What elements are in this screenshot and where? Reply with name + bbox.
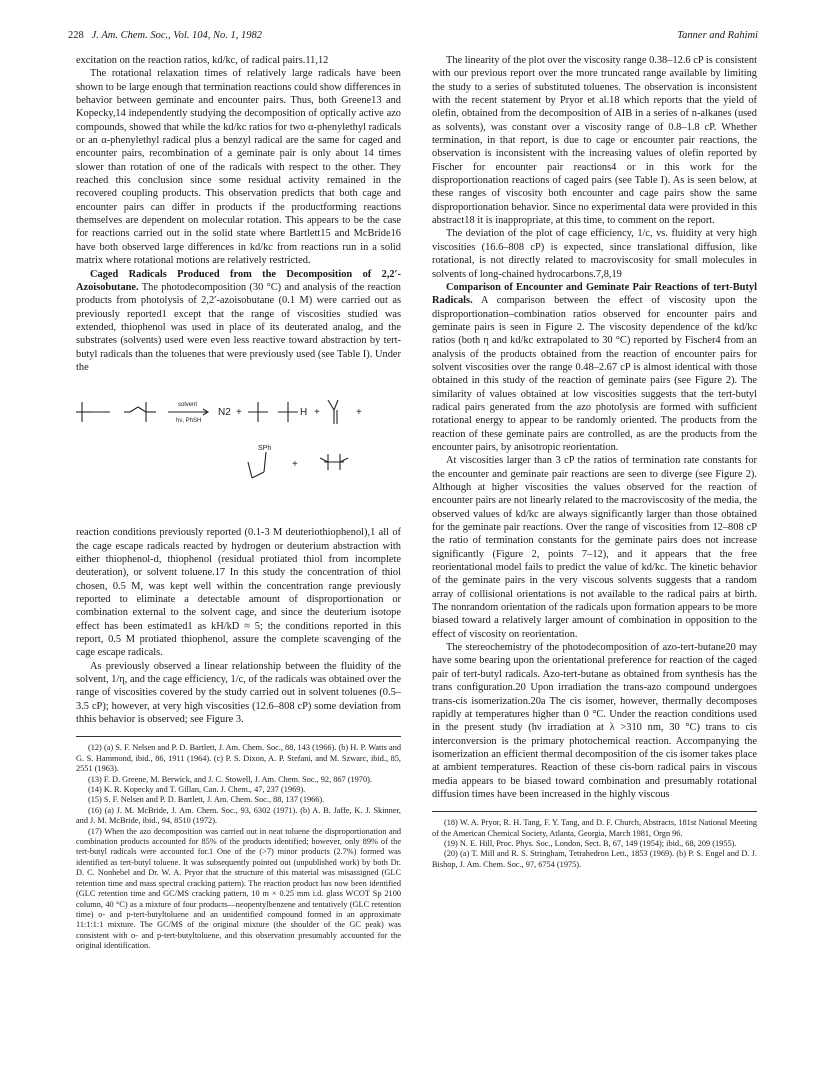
footnote: (20) (a) T. Mill and R. S. Stringham, Tetrahedron Lett., 1853 (1969). (b) P. S. Engel and D. J. Bishop, J. Am. Chem. Soc., 97, 6754 (1975).: [432, 849, 757, 869]
paragraph: [76, 268, 401, 375]
paragraph: As previously observed a linear relationship between the fluidity of the solvent, 1/η, and the cage efficiency, 1/c, of the radicals was obtained over the range of viscosities covered by the study carried out in solvent toluenes (0.5–3.5 cP); however, at very high viscosities (12.6–808 cP) some deviation from thhis behavior is observed; see Figure 3.: [76, 660, 401, 726]
footnote: (18) W. A. Pryor, R. H. Tang, F. Y. Tang, and D. F. Church, Abstracts, 181st National Meeting of the American Chemical Society, Atlanta, Georgia, March 1981, Orgn 96.: [432, 818, 757, 838]
scheme-plus: +: [292, 459, 298, 471]
running-header: [68, 28, 758, 44]
reaction-scheme-drawing: [76, 380, 401, 520]
paragraph: The rotational relaxation times of relatively large radicals have been shown to be large enough that termination reactions could show differences in behavior between geminate and encounter pairs. Thus, both Greene13 and Kopecky,14 independently studying the decomposition of optically active azo compounds, showed that while the kd/kc ratios for two α-phenylethyl radicals or an α-phenylethyl radical plus a benzyl radical are the same for caged and encounter pairs, recombination of a geminate pair is only about 14 times slower than rotation of one of the radicals with respect to the other. They reached this conclusion since some residual activity remained in the recovered coupling products. This observation predicts that both cage and encounter pairs can differ in products if the productforming reactions themselves are dependent on molecular rotation. This appears to be the case for reactions carried out in the solid state where Bartlett15 and McBride16 have both observed large differences in kd/kc from reactions run in a solid matrix where rotational motions are relatively restricted.: [76, 68, 401, 267]
scheme-plus: +: [236, 407, 242, 419]
footnote-rule: [76, 736, 401, 737]
paragraph: reaction conditions previously reported (0.1-3 M deuteriothiophenol),1 all of the cage escape radicals reacted by hydrogen or deuterium abstraction with either thiophenol-d, thiophenol (residual protiated thiol from incomplete deuteration), or solvent toluene.17 In this study the concentration of thiol chosen, 0.5 M, was kept well within the concentration range previously reported to eliminate a detectable amount of disproportionation or combination external to the solvent cage, and since the deuterium isotope effect has been estimated1 as kH/kD ≈ 5; the conditions reported in this report, 0.5 M protiated thiophenol, assure the complete scavenging of the cage escape radicals.: [76, 527, 401, 659]
footnote: (19) N. E. Hill, Proc. Phys. Soc., London, Sect. B, 67, 149 (1954); ibid., 68, 209 (1955).: [444, 839, 737, 849]
footnote: (16) (a) J. M. McBride, J. Am. Chem. Soc., 93, 6302 (1971). (b) A. B. Jaffe, K. J. Skinner, and J. M. McBride, ibid., 94, 8510 (1972).: [76, 805, 401, 826]
paragraph: [432, 281, 757, 454]
reaction-scheme: [76, 380, 401, 520]
left-column: [76, 54, 401, 952]
paragraph: The linearity of the plot over the viscosity range 0.38–12.6 cP is consistent with our previous report over the more truncated range available by limiting the study to a series of substituted toluenes. The observation is inconsistent with the recent statement by Pryor et al.18 which reports that the yield of olefin, obtained from the decomposition of AIB in a series of n-alkanes (used as solvents), was constant over a viscosity range of 0.8–1.8 cP. Whether termination, in that report, is due to cage or encounter pair reactions, the observation is inconsistent with the increasing values of olefin reported by Fischer for encounter pair reactions4 or in this work for the disproportionation reactions of caged pairs (see Table I). As is seen below, at these ranges of viscosity both encounter and cage pairs show the same disproportionation behavior. Since no experimental data were provided in this abstract18 it is inappropriate, at this time, to comment on the report.: [432, 55, 757, 227]
footnote: (12) (a) S. F. Nelsen and P. D. Bartlett, J. Am. Chem. Soc., 88, 143 (1966). (b) H. P. Watts and G. S. Hammond, ibid., 86, 1911 (1964). (c) P. S. Dixon, A. P. Stefani, and M. Szwarc, ibid., 85, 2551 (1963).: [76, 743, 401, 774]
scheme-n2: N2: [218, 407, 231, 419]
scheme-plus: +: [356, 407, 362, 419]
section-heading: Caged Radicals Produced from the Decomposition of 2,2′-Azoisobutane.: [76, 268, 401, 293]
footnote: (13) F. D. Greene, M. Berwick, and J. C. Stowell, J. Am. Chem. Soc., 92, 867 (1970).: [88, 774, 372, 784]
paragraph-body: The photodecomposition (30 °C) and analysis of the reaction products from photolysis of 2,2′-azoisobutane (0.1 M) were carried out as previously reported1 except that the range of viscosities studied was extended, thiophenol was used in place of its deuterated analog, and the substrates (solvents) used were even less reactive toward abstraction by tert-butyl radicals than the toluenes that were previously used (see Table I). Under the: [76, 281, 401, 373]
paragraph: The stereochemistry of the photodecomposition of azo-tert-butane20 may have some bearing upon the orientational preference for reaction of the caged pair of tert-butyl radicals. Azo-tert-butane as obtained from synthesis has the trans configuration.20 Upon irradiation the trans-azo compound undergoes trans-cis isomerization.20a The cis isomer, however, thermally decomposes rapidly at temperatures higher than 0 °C. Under the reaction conditions used in the present study (hν irradiation at λ >310 nm, 30 °C) trans to cis interconversion is the primary photochemical reaction. Accompanying the isomerization an efficient thermal decomposition of the cis isomer takes place at ambient temperatures. Reaction of these cis-born radical pairs in viscous media appears to be biased toward combination and presumably rotational diffusion times have been increased in the highly viscous: [432, 642, 757, 800]
footnote: (17) When the azo decomposition was carried out in neat toluene the disproportionation and combination products accounted for 85% of the products identified; however, only 89% of the tert-butyl radicals were accounted for.1 One of the (>7) minor products (2.7%) formed was identified as tert-butyl toluene. It was subsequently pointed out (unpublished work) by both Dr. D. C. Nonhebel and Dr. W. A. Pryor that the structure of this material was misassigned (GLC retention time and mass spectral cracking pattern). The reaction product has now been identified (GLC retention time and GC/MS cracking pattern, 10 m × 0.25 mm i.d. glass WCOT Sp 2100 column, 40 °C) as a mixture of four products—neopentylbenzene and tentatively (GLC retention time) o- and p-tert-butyltoluene and an unidentified compound formed in an approximate 11:1:1:1 mixture. The GC/MS of the original mixture (the shoulder of the GC peak) was consistent with o- and p-tert-butyltoluene, and this observation presumably accounted for the original identification.: [76, 826, 401, 951]
scheme-sph: SPh: [258, 445, 272, 453]
paragraph: The deviation of the plot of cage efficiency, 1/c, vs. fluidity at very high viscosities (16.6–808 cP) is expected, since translational diffusion, like rotational, is not directly related to macroviscosity for small molecules in solvents of long-chained hydrocarbons.7,8,19: [432, 228, 757, 280]
section-heading: Comparison of Encounter and Geminate Pair Reactions of tert-Butyl Radicals.: [432, 281, 757, 307]
paragraph: excitation on the reaction ratios, kd/kc, of radical pairs.11,12: [76, 55, 329, 66]
header-left: [68, 28, 262, 44]
paragraph: At viscosities larger than 3 cP the ratios of termination rate constants for the encounter and geminate pair reactions are seen to diverge (see Figure 2). Although at higher viscosities the values observed for the reaction of encounter pairs are not linearly related to the macroviscosity of the media, the observed values of kd/kc are always significantly larger than those obtained for the geminate pair reactions. Over the range of viscosities from 12–808 cP the ratio of termination constants for the geminate pairs does not increase significantly (Figure 2, points 7–12), and it appears that the free reorientational model fails to predict the value of kd/kc. The kinetic behavior of the geminate pairs in the very viscous solvents suggests that a random array of collisional orientations is not available to the radical pairs at birth. The nonrandom orientation of the radicals upon formation appears to be more biased toward a relatively larger amount of combination in opposition to the effect of viscosity on reorientation.: [432, 455, 757, 640]
arrow-label-solvent: solvent: [178, 402, 198, 409]
paragraph-body: A comparison between the effect of viscosity upon the disproportionation–combination ratios observed for encounter pairs and geminate pairs is seen in Figure 2. The viscosity dependence of the kd/kc ratios (both η and kd/kc extrapolated to 30 °C) reported by Fischer4 from an analysis of the products obtained from the reaction of encounter pairs for solvent viscosities over the range 0.48–2.67 cP is almost identical with those obtained in this study of the reaction of geminate pairs (see Figure 2). The similarity of values obtained at low viscosities suggests that the tert-butyl radical pairs generated from the azo photolysis are formed with sufficient rotational energy to appear to be randomly oriented. The products from the reaction of these geminate pairs are controlled, as are the products from the encounter pairs, by anisotropic reorientation.: [432, 295, 758, 453]
footnote-rule: [432, 811, 757, 812]
footnote: (15) S. F. Nelsen and P. D. Bartlett, J. Am. Chem. Soc., 88, 137 (1966).: [88, 795, 325, 805]
scheme-plus: +: [314, 407, 320, 419]
header-authors: Tanner and Rahimi: [677, 30, 758, 41]
page-number: 228: [68, 30, 84, 41]
scheme-hydrogen: H: [300, 407, 308, 419]
footnote: (14) K. R. Kopecky and T. Gillan, Can. J. Chem., 47, 237 (1969).: [88, 785, 306, 795]
journal-citation: J. Am. Chem. Soc., Vol. 104, No. 1, 1982: [91, 30, 263, 41]
right-column: [432, 54, 757, 870]
arrow-label-conditions: hν, PhSH: [176, 418, 202, 425]
